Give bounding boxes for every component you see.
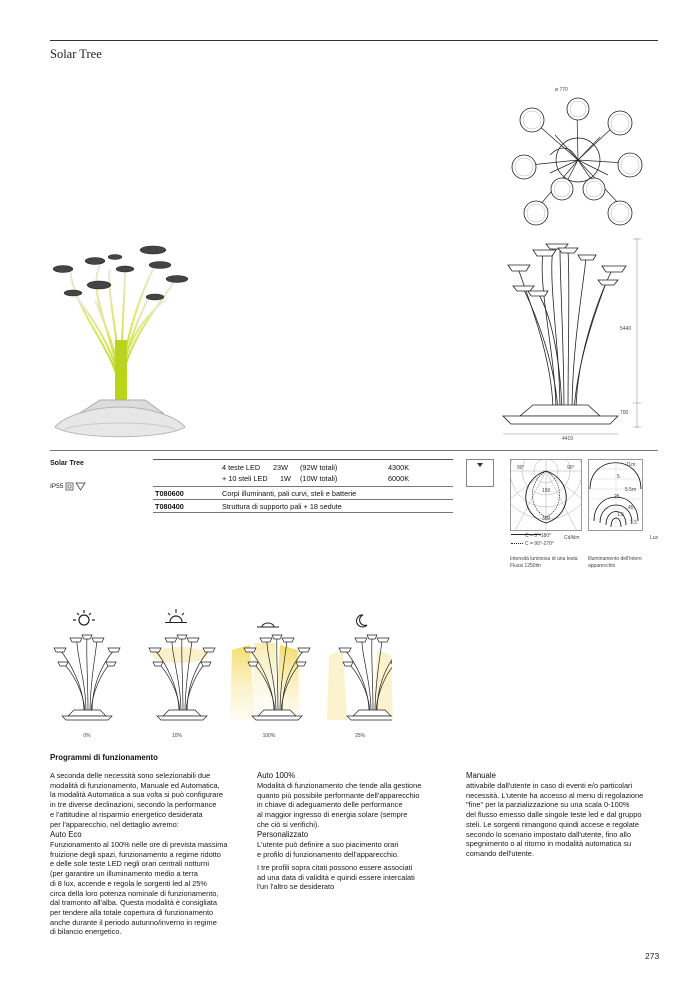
ip-rating [50,482,87,491]
isolux-caption: Illuminamento dell'intero apparecchio [588,556,642,569]
mode-label-0: 0% [83,733,91,739]
iso-label-25: 25 [614,494,620,500]
programs-heading: Programmi di funzionamento [50,753,158,762]
spec-row-1-desc: 4 teste LED [222,463,261,472]
spec-row-2-total: (10W totali) [300,474,338,483]
iso-label-45: 45 [628,505,634,511]
polar-label-150: 150 [542,488,551,494]
code-row-2-code: T080400 [155,502,184,511]
code-row-1-code: T080600 [155,489,184,498]
custom-text-2: I tre profili sopra citati possono essere associati ad una data di validità e quindi essere intercalati l'un l'altro se desiderato [257,863,415,892]
code-row-1-desc: Corpi illuminanti, pali curvi, steli e batterie [222,489,357,498]
spec-row-1-power: 23W [273,463,289,472]
ip-rating-label: IP55 [50,483,64,491]
spec-row-1-temp: 4300K [388,463,410,472]
manual-title: Manuale [466,771,496,780]
auto-100-title: Auto 100% [257,771,296,780]
sun-icon [73,609,95,629]
class-symbols-icon [65,482,87,491]
page-title: Solar Tree [50,47,102,61]
sunset-icon [164,608,188,624]
legend-c0: C = 0°-180° [525,533,552,539]
plan-dimension: ø 770 [555,87,568,93]
iso-label-55m: 5.5m [625,487,637,493]
auto-100-text: Modalità di funzionamento che tende alla gestione quanto più possibile performante dell'apparecchio in chiave di adeguamento delle performance al maggior ingresso di energia solare (sempre che ciò si verifichi). [257,781,422,829]
spec-row-2-desc: + 10 steli LED [222,474,268,483]
mode-label-25: 25% [354,733,365,739]
mode-trees [52,632,392,727]
polar-caption: Intensità luminosa di una testa Flussi 1250lm [510,556,578,569]
mode-label-100: 100% [262,733,276,739]
plan-view-drawing [510,95,645,235]
horizon-icon [256,622,280,628]
custom-text: L'utente può definire a suo piacimento orari e profilo di funzionamento dell'apparecchio. [257,840,399,859]
page-number: 273 [645,951,660,961]
polar-units: Cd/klm [564,535,580,541]
product-photo [45,235,195,450]
elevation-drawing [498,238,668,448]
polar-label-left: 90° [517,465,525,471]
header-rule [50,40,658,41]
moon-icon [354,614,368,628]
spec-row-2-power: 1W [280,474,291,483]
isolux-units: Lux [650,535,659,541]
programs-intro: A seconda delle necessità sono selezionabili due modalità di funzionamento, Manuale ed Automatica, la modalità Automatica a sua volta si può configurare in tre diverse declinazioni, secondo la performance e l'attitudine al risparmio energetico desiderata per l'apparecchio, nel dettaglio avremo: [50,771,223,829]
custom-title: Personalizzato [257,830,309,839]
manual-text: attivabile dall'utente in caso di eventi e/o particolari necessità. L'utente ha accesso al menu di regolazione "fine" per la parzializzazione su una scala 0-100% del flusso emesso dalle singole teste led e dal gruppo steli. Le sorgenti rimangono quindi accese e regolate secondo lo scenario impostato dall'utente, fino allo spegnimento o al ritorno in modalità automatica su comando dell'utente. [466,781,644,858]
iso-label-11m: 11m [626,462,636,468]
spec-row-1-total: (92W totali) [300,463,338,472]
product-name: Solar Tree [50,460,84,467]
mode-label-10: 10% [171,733,182,739]
iso-label-5: 5 [617,474,620,480]
auto-eco-text: Funzionamento al 100% nelle ore di prevista massima fruizione degli spazi, funzionamento a regime ridotto e delle sole teste LED negli orari centrali notturni (per garantire un illuminamento medio a terra di 8 lux, accende e regola le sorgenti led al 25% circa della loro potenza nominale di funzionamento, dal tramonto all'alba. Questa modalità è consigliata per tendere alla totale copertura di funzionamento anche durante il periodo autunno/inverno in regime di bilancio energetico. [50,840,228,937]
base-height-dimension: 700 [620,410,629,416]
iso-label-15a: 1.5 [617,512,624,518]
auto-eco-title: Auto Eco [50,830,82,839]
width-dimension: 4410 [562,436,574,442]
legend-c90: C = 90°-270° [525,541,554,547]
height-dimension: 5440 [620,326,632,332]
polar-label-300: 300 [542,516,551,522]
beam-icon [466,459,494,487]
spec-row-2-temp: 6000K [388,474,410,483]
polar-label-right: 90° [567,465,575,471]
code-row-2-desc: Struttura di supporto pali + 18 sedute [222,502,342,511]
iso-label-15b: 1.5 [630,520,637,526]
section-rule [50,450,658,451]
